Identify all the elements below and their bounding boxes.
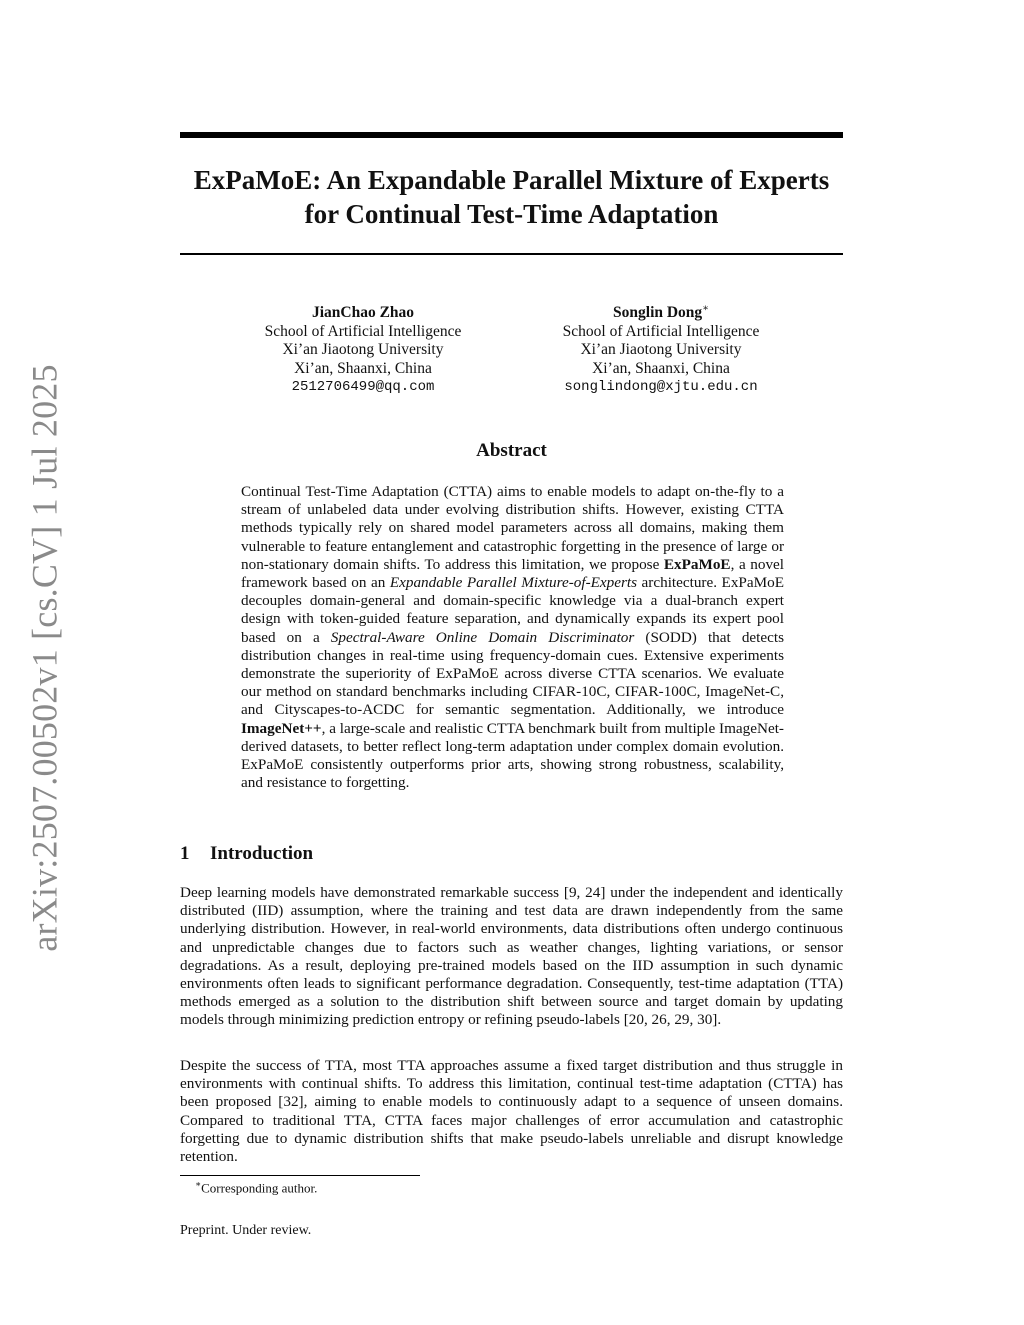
title-bottom-rule	[180, 253, 843, 255]
abstract-text: Continual Test-Time Adaptation (CTTA) aims to enable models to adapt on-the-fly to a stream of unlabeled data under evolving distribution shifts. However, existing CTTA methods typically rely on shared model parameters across all domains, making them vulnerable to feature entanglement and catastrophic forgetting in the presence of large or non-stationary domain shifts. To address this limitation, we propose	[241, 483, 784, 573]
abstract-bold-term: ImageNet++	[241, 719, 322, 737]
author-name: JianChao Zhao	[311, 304, 415, 322]
arxiv-identifier	[16, 365, 74, 950]
abstract-text: , a large-scale and realistic CTTA benchmark built from multiple ImageNet-derived datasets, to better reflect long-term adaptation under complex domain evolution. ExPaMoE consistently outperforms prior arts, showing strong robustness, scalability, and resistance to forgetting.	[241, 719, 784, 792]
intro-paragraph-2: Despite the success of TTA, most TTA approaches assume a fixed target distribution and thus struggle in environments with continual shifts. To address this limitation, continual test-time adaptation (CTTA) has been proposed [32], aiming to enable models to continuously adapt to a sequence of unseen domains. Compared to traditional TTA, CTTA faces major challenges of error accumulation and catastrophic forgetting due to dynamic distribution shifts that make pseudo-labels unreliable and disrupt knowledge retention.	[180, 1057, 843, 1166]
author-email: 2512706499@qq.com	[291, 379, 435, 396]
intro-paragraph-1: Deep learning models have demonstrated remarkable success [9, 24] under the independent and identically distributed (IID) assumption, where the training and test data are drawn independently from the same underlying distribution. However, in real-world environments, data distributions often undergo continuous and unpredictable changes due to factors such as weather changes, lighting variations, or sensor degradations. As a result, deploying pre-trained models based on the IID assumption in such dynamic environments often leads to significant performance degradation. Consequently, test-time adaptation (TTA) methods emerged as a solution to the distribution shift between source and target domain by updating models through minimizing prediction entropy or refining pseudo-labels [20, 26, 29, 30].	[180, 884, 843, 1029]
abstract-italic-term: Expandable Parallel Mixture-of-Experts	[389, 574, 638, 592]
author-affiliation: School of Artificial Intelligence	[562, 322, 760, 340]
abstract-text: , a novel framework based on an	[241, 555, 785, 592]
section-title: Introduction	[210, 843, 314, 864]
footnote-rule	[180, 1175, 420, 1176]
footnote-text: Corresponding author.	[201, 1180, 318, 1196]
footnote	[195, 1179, 317, 1196]
section-number: 1	[180, 843, 190, 864]
abstract-text: architecture. ExPaMoE decouples domain-general and domain-specific knowledge via a dual-branch expert design with token-guided feature separation, and dynamically expands its expert pool based on a	[241, 574, 784, 646]
footnote-marker: ∗	[195, 1179, 202, 1189]
author-location: Xi’an, Shaanxi, China	[294, 359, 432, 377]
abstract-bold-term: ExPaMoE	[663, 555, 731, 573]
arxiv-id-text: arXiv:2507.00502v1 [cs.CV] 1 Jul 2025	[25, 363, 66, 952]
paper-title: ExPaMoE: An Expandable Parallel Mixture of Experts for Continual Test-Time Adaptation	[193, 165, 830, 229]
author-name: Songlin Dong	[613, 304, 703, 322]
abstract-heading: Abstract	[476, 440, 547, 461]
author-block-2	[521, 300, 801, 397]
author-university: Xi’an Jiaotong University	[580, 341, 742, 359]
abstract-italic-term: Spectral-Aware Online Domain Discriminator	[330, 628, 635, 646]
author-university: Xi’an Jiaotong University	[282, 341, 444, 359]
author-location: Xi’an, Shaanxi, China	[592, 359, 730, 377]
author-marker: ∗	[702, 303, 709, 314]
abstract-text: (SODD) that detects distribution changes in real-time using frequency-domain cues. Extensive experiments demonstrate the superiority of ExPaMoE across diverse CTTA scenarios. We evaluate our method on standard benchmarks including CIFAR-10C, CIFAR-100C, ImageNet-C, and Cityscapes-to-ACDC for semantic segmentation. Additionally, we introduce	[241, 628, 784, 719]
section-heading-introduction	[180, 843, 313, 865]
author-affiliation: School of Artificial Intelligence	[264, 322, 462, 340]
author-email: songlindong@xjtu.edu.cn	[564, 379, 758, 396]
title-top-rule	[180, 132, 843, 138]
page-footer: Preprint. Under review.	[180, 1223, 312, 1238]
author-block-1	[223, 300, 503, 397]
abstract-body	[241, 483, 784, 792]
